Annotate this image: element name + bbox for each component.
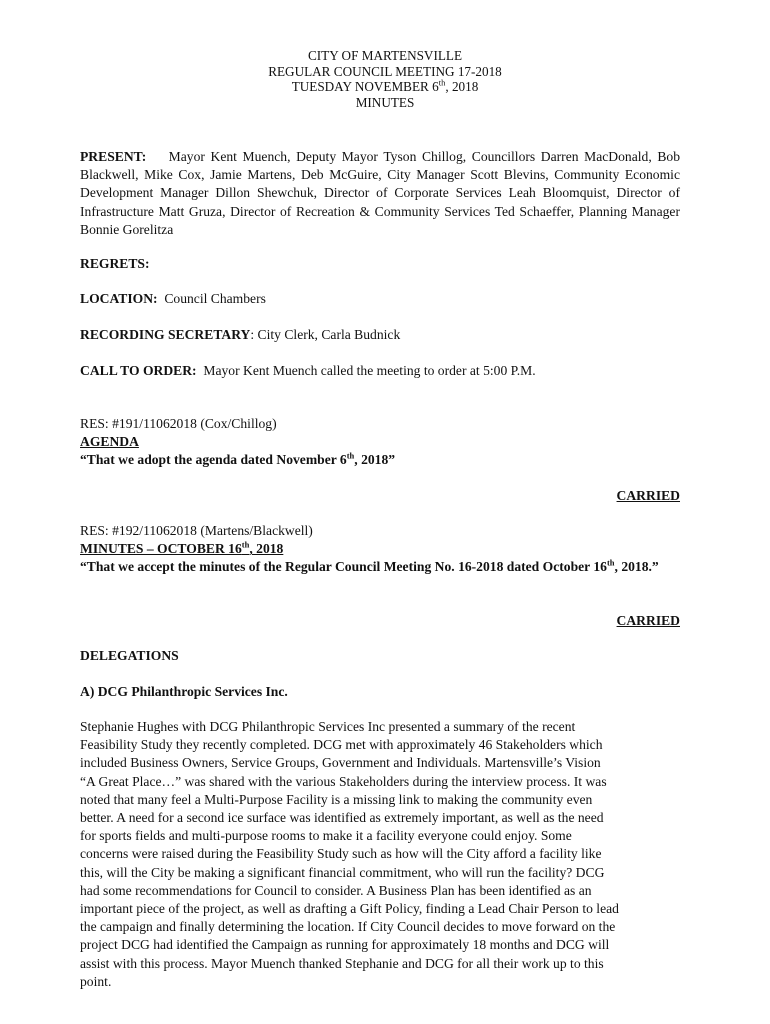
location-text: Council Chambers <box>164 291 266 306</box>
secretary-section <box>80 326 680 344</box>
delegation-a-title: A) DCG Philanthropic Services Inc. <box>80 684 288 699</box>
body-line: the campaign and finally determining the location. If City Council decides to move forward on the <box>80 919 616 935</box>
meeting-title: REGULAR COUNCIL MEETING 17-2018 <box>268 63 502 79</box>
resolution-192 <box>80 522 680 577</box>
regrets-label: REGRETS: <box>80 256 150 271</box>
call-to-order-label: CALL TO ORDER: <box>80 363 197 378</box>
meeting-date: TUESDAY NOVEMBER 6th, 2018 <box>291 77 479 94</box>
resolution-motion: “That we accept the minutes of the Regular Council Meeting No. 16-2018 dated October 16th, 2018.” <box>80 557 659 575</box>
body-line: Stephanie Hughes with DCG Philanthropic Services Inc presented a summary of the recent <box>80 719 576 734</box>
secretary-text: : City Clerk, Carla Budnick <box>250 327 401 342</box>
secretary-label: RECORDING SECRETARY <box>80 327 251 342</box>
present-section <box>80 148 680 239</box>
delegation-a-body <box>80 718 680 991</box>
body-line: included Business Owners, Service Groups, Government and Individuals. Martensville’s Vision <box>80 755 601 771</box>
call-to-order-section <box>80 362 680 380</box>
resolution-title: MINUTES – OCTOBER 16th, 2018 <box>80 539 284 557</box>
body-line: noted that many feel a Multi-Purpose Facility is a missing link to making the community even <box>80 791 593 807</box>
location-label: LOCATION: <box>80 291 158 306</box>
resolution-number: RES: #192/11062018 (Martens/Blackwell) <box>80 523 313 538</box>
present-text: Mayor Kent Muench, Deputy Mayor Tyson Chillog, Councillors Darren MacDonald, Bob Blackwell, Mike Cox, Jamie Martens, Deb McGuire, City Manager Scott Blevins, Community Economic Development Manager Dillon Shewchuk, Director of Corporate Services Leah Bloomquist, Director of Infrastructure Matt Gruza, Director of Recreation & Community Services Ted Schaeffer, Planning Manager Bonnie Gorelitza <box>80 149 680 237</box>
body-line: point. <box>80 973 112 989</box>
body-line: project DCG had identified the Campaign as running for approximately 18 months and DCG will <box>80 937 610 953</box>
resolution-motion: “That we adopt the agenda dated November 6th, 2018” <box>80 450 396 468</box>
carried-status-191: CARRIED <box>616 488 680 503</box>
carried-status-192: CARRIED <box>616 613 680 628</box>
city-name: CITY OF MARTENSVILLE <box>307 48 463 63</box>
body-line: assist with this process. Mayor Muench thanked Stephanie and DCG for all their work up to this <box>80 955 604 971</box>
location-section <box>80 290 680 308</box>
resolution-number: RES: #191/11062018 (Cox/Chillog) <box>80 416 277 431</box>
body-line: had some recommendations for Council to consider. A Business Plan has been identified as an <box>80 882 592 898</box>
present-label: PRESENT: <box>80 149 147 164</box>
regrets-section <box>80 255 680 273</box>
body-line: better. A need for a second ice surface was identified as extremely important, as well as the need <box>80 810 604 826</box>
body-line: for sports fields and multi-purpose rooms to make it a facility everyone could enjoy. Some <box>80 828 572 844</box>
call-to-order-text: Mayor Kent Muench called the meeting to order at 5:00 P.M. <box>203 363 536 378</box>
resolution-title: AGENDA <box>80 434 139 450</box>
document-header <box>0 48 770 110</box>
delegations-heading: DELEGATIONS <box>80 648 179 663</box>
body-line: Feasibility Study they recently completed. DCG met with approximately 46 Stakeholders which <box>80 737 603 753</box>
body-line: important piece of the project, as well as drafting a Gift Policy, finding a Lead Chair Person to lead <box>80 901 619 917</box>
body-line: this, will the City be making a significant financial commitment, who will run the facility? DCG <box>80 864 605 880</box>
document-type: MINUTES <box>355 94 415 110</box>
body-line: concerns were raised during the Feasibility Study such as how will the City afford a facility like <box>80 846 602 862</box>
resolution-191 <box>80 415 680 470</box>
body-line: “A Great Place…” was shared with the various Stakeholders during the interview process. It was <box>80 773 607 789</box>
